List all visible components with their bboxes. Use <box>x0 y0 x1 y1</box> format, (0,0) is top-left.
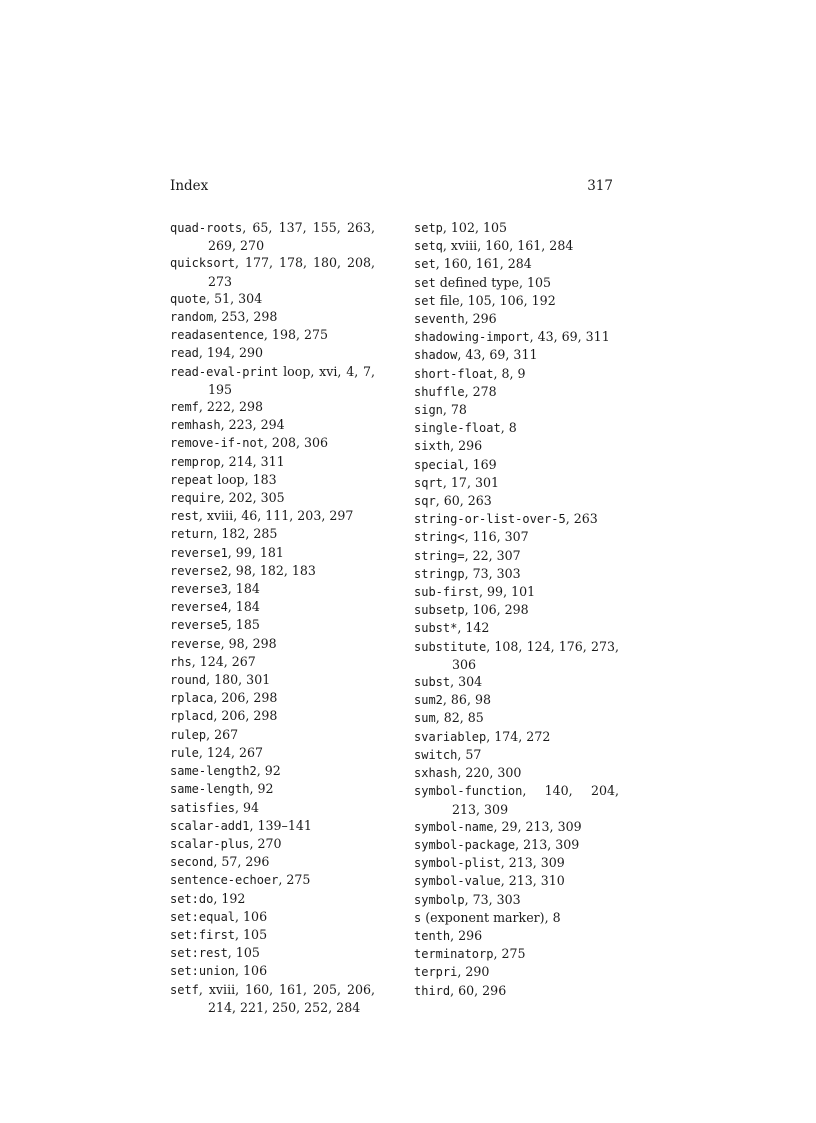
index-page-refs: , 78 <box>442 402 467 418</box>
index-term: shadow <box>414 348 458 363</box>
index-page-refs: , 8 <box>500 420 517 436</box>
index-term: string= <box>414 548 465 563</box>
index-term: reverse <box>170 636 221 651</box>
index-term: rhs <box>170 654 192 669</box>
index-page-refs: , 174, 272 <box>486 728 551 744</box>
index-entry <box>170 416 375 434</box>
index-term: repeat <box>170 472 214 487</box>
index-entry <box>414 673 619 691</box>
index-page-refs: , 182, 285 <box>213 526 278 542</box>
index-page-refs: , 60, 296 <box>450 982 507 998</box>
index-term: terpri <box>414 965 458 980</box>
index-term: read-eval-print <box>170 364 279 379</box>
index-term: sixth <box>414 439 451 454</box>
index-term: set:do <box>170 891 214 906</box>
index-entry <box>414 583 619 601</box>
index-page-refs: , 220, 300 <box>457 765 522 781</box>
index-entry <box>414 510 619 528</box>
index-term: setf <box>170 982 199 997</box>
index-term: satisfies <box>170 800 236 815</box>
index-entry <box>170 744 375 762</box>
index-term: switch <box>414 747 458 762</box>
index-page-refs: , 43, 69, 311 <box>457 347 538 363</box>
index-entry <box>414 601 619 619</box>
index-term: subst* <box>414 621 458 636</box>
index-term: symbolp <box>414 892 465 907</box>
index-page-refs: , 105 <box>235 926 268 942</box>
index-entry <box>414 456 619 474</box>
index-term: reverse2 <box>170 563 228 578</box>
index-entry <box>170 616 375 634</box>
index-entry <box>170 471 375 489</box>
index-entry <box>414 547 619 565</box>
index-term: sentence-echoer <box>170 873 279 888</box>
index-page-refs: , 222, 298 <box>198 399 263 415</box>
index-term: terminatorp <box>414 947 494 962</box>
index-entry <box>170 219 375 254</box>
index-term: quicksort <box>170 256 236 271</box>
index-page-refs: , 296 <box>464 311 497 327</box>
index-page-refs: , 213, 310 <box>500 873 565 889</box>
running-head <box>170 177 613 195</box>
index-entry <box>414 728 619 746</box>
index-page-refs: , 198, 275 <box>263 327 329 343</box>
section-title: Index <box>170 178 209 194</box>
index-page-refs: , 206, 298 <box>213 708 278 724</box>
index-entry <box>170 762 375 780</box>
index-entry <box>414 963 619 981</box>
index-term: sub-first <box>414 585 480 600</box>
index-page-refs: , 304 <box>450 674 483 690</box>
index-page-refs: , 17, 301 <box>442 474 499 490</box>
index-term: second <box>170 855 214 870</box>
index-page-refs: , 57 <box>457 746 482 762</box>
index-entry <box>414 746 619 764</box>
index-entry <box>170 580 375 598</box>
index-entry <box>170 363 375 398</box>
index-page-refs: , 106 <box>235 963 268 979</box>
index-term: reverse5 <box>170 618 228 633</box>
index-term: rplaca <box>170 691 214 706</box>
index-page-refs: , 202, 305 <box>220 490 285 506</box>
index-entry <box>414 764 619 782</box>
index-page-refs: , 142 <box>457 620 490 636</box>
index-page-refs: , 108, 124, 176, 273, 306 <box>452 638 619 672</box>
index-entry <box>414 691 619 709</box>
index-entry <box>170 434 375 452</box>
index-entry <box>414 945 619 963</box>
index-term: third <box>414 983 451 998</box>
index-term: symbol-name <box>414 819 494 834</box>
index-page-refs: , 105 <box>227 945 260 961</box>
index-term: symbol-value <box>414 874 501 889</box>
index-entry <box>170 308 375 326</box>
index-entry <box>170 453 375 471</box>
index-term: setp <box>414 221 443 235</box>
index-term: readasentence <box>170 328 264 343</box>
index-page-refs: , 296 <box>450 927 483 943</box>
index-entry <box>170 489 375 507</box>
index-entry <box>414 709 619 727</box>
index-page-refs: , 43, 69, 311 <box>529 329 610 345</box>
index-page-refs: , xviii, 160, 161, 284 <box>442 238 574 254</box>
index-term: sign <box>414 403 443 418</box>
index-entry <box>414 474 619 492</box>
index-entry <box>170 981 375 1016</box>
index-term: reverse4 <box>170 600 228 615</box>
index-term: round <box>170 673 207 688</box>
index-page-refs: , 213, 309 <box>515 836 580 852</box>
index-column-left <box>170 219 375 1016</box>
index-entry <box>414 274 619 292</box>
index-term: remove-if-not <box>170 436 264 451</box>
index-term: rule <box>170 745 199 760</box>
index-entry <box>414 909 619 927</box>
index-term: scalar-add1 <box>170 818 250 833</box>
index-page-refs: , 99, 101 <box>479 584 536 600</box>
index-page-refs: , 106, 298 <box>464 602 529 618</box>
index-term: seventh <box>414 312 465 327</box>
index-page-refs: , 8 <box>544 909 561 925</box>
index-term: rplacd <box>170 709 214 724</box>
index-term: random <box>170 310 214 325</box>
index-page-refs: , 92 <box>249 781 274 797</box>
index-term: scalar-plus <box>170 836 250 851</box>
index-term: s <box>414 910 422 925</box>
index-page-refs: , 185 <box>227 617 260 633</box>
index-entry <box>414 237 619 255</box>
index-entry <box>414 255 619 273</box>
index-page-refs: , 73, 303 <box>464 565 521 581</box>
index-entry <box>170 908 375 926</box>
index-page-refs: , 124, 267 <box>198 744 263 760</box>
index-term: require <box>170 491 221 506</box>
index-entry <box>170 890 375 908</box>
index-entry <box>170 598 375 616</box>
index-entry <box>414 401 619 419</box>
index-page-refs: , 214, 311 <box>220 453 285 469</box>
index-term: subsetp <box>414 603 465 618</box>
index-entry <box>170 290 375 308</box>
index-term: single-float <box>414 421 501 436</box>
index-term: shadowing-import <box>414 330 530 345</box>
index-entry <box>170 780 375 798</box>
index-term: string-or-list-over-5 <box>414 512 566 527</box>
index-page-refs: , 105 <box>518 274 551 290</box>
index-entry <box>170 926 375 944</box>
index-entry <box>414 854 619 872</box>
index-term: quad-roots <box>170 221 243 235</box>
index-page-refs: , xviii, 160, 161, 205, 206, 214, 221, 250, 252, 284 <box>198 981 375 1015</box>
index-entry <box>170 525 375 543</box>
index-term: read <box>170 346 199 361</box>
index-term: rulep <box>170 727 207 742</box>
index-term: tenth <box>414 928 451 943</box>
index-page-refs: , 275 <box>278 872 311 888</box>
index-page-refs: , 60, 263 <box>435 493 492 509</box>
index-term: sxhash <box>414 766 458 781</box>
index-entry <box>170 835 375 853</box>
index-entry <box>414 328 619 346</box>
index-entry <box>170 944 375 962</box>
index-entry <box>414 437 619 455</box>
index-page-refs: , 86, 98 <box>442 692 491 708</box>
index-entry <box>414 891 619 909</box>
index-entry <box>414 927 619 945</box>
index-entry <box>414 836 619 854</box>
index-page-refs: , 184 <box>227 599 260 615</box>
index-term: remhash <box>170 418 221 433</box>
index-term: short-float <box>414 366 494 381</box>
index-term: sqrt <box>414 475 443 490</box>
index-entry <box>414 782 619 817</box>
index-entry <box>170 344 375 362</box>
index-page-refs: , 57, 296 <box>213 854 270 870</box>
index-entry <box>414 528 619 546</box>
index-entry <box>170 726 375 744</box>
index-term: reverse3 <box>170 582 228 597</box>
index-entry <box>170 326 375 344</box>
index-term: set <box>414 275 436 290</box>
index-page-refs: , 82, 85 <box>435 710 484 726</box>
index-term: sum2 <box>414 693 443 708</box>
index-entry <box>170 507 375 525</box>
index-term: reverse1 <box>170 545 228 560</box>
index-entry <box>414 565 619 583</box>
index-entry <box>170 671 375 689</box>
index-page-refs: , 65, 137, 155, 263, 269, 270 <box>208 220 375 254</box>
index-page-refs: , 296 <box>450 438 483 454</box>
index-term: return <box>170 527 214 542</box>
index-page-refs: , xviii, 46, 111, 203, 297 <box>198 508 354 524</box>
index-term: stringp <box>414 566 465 581</box>
index-term: quote <box>170 291 207 306</box>
index-column-right <box>414 219 619 1000</box>
index-entry <box>170 653 375 671</box>
index-page-refs: , 290 <box>457 964 490 980</box>
index-entry <box>170 871 375 889</box>
index-term: set:equal <box>170 909 236 924</box>
index-page-refs: , 116, 307 <box>464 529 529 545</box>
index-term: special <box>414 457 465 472</box>
index-term: set:first <box>170 927 236 942</box>
index-term: same-length <box>170 782 250 797</box>
index-page-refs: , 192 <box>213 890 246 906</box>
index-entry <box>414 365 619 383</box>
index-entry <box>170 799 375 817</box>
index-page-refs: , 92 <box>256 763 281 779</box>
index-entry <box>414 818 619 836</box>
index-page-refs: , 194, 290 <box>198 345 263 361</box>
index-term: rest <box>170 509 199 524</box>
index-entry <box>414 346 619 364</box>
index-page-refs: , 270 <box>249 835 282 851</box>
index-page-refs: , 124, 267 <box>191 653 256 669</box>
page-number: 317 <box>587 178 613 194</box>
index-page-refs: , 278 <box>464 383 497 399</box>
index-entry <box>414 419 619 437</box>
index-entry <box>414 383 619 401</box>
index-term-description: (exponent marker) <box>421 909 545 925</box>
index-page-refs: , 177, 178, 180, 208, 273 <box>208 255 375 289</box>
index-term: setq <box>414 239 443 254</box>
index-page-refs: , 51, 304 <box>206 290 263 306</box>
index-term: same-length2 <box>170 764 257 779</box>
index-term: string< <box>414 530 465 545</box>
index-term: symbol-plist <box>414 856 501 871</box>
index-page-refs: , 206, 298 <box>213 690 278 706</box>
index-page-refs: , 106 <box>235 908 268 924</box>
index-page-refs: , 105, 106, 192 <box>459 292 556 308</box>
index-page-refs: , 140, 204, 213, 309 <box>452 783 619 817</box>
index-term: symbol-function <box>414 784 523 799</box>
index-term: sum <box>414 711 436 726</box>
index-entry <box>414 492 619 510</box>
index-entry <box>170 544 375 562</box>
index-page-refs: , 29, 213, 309 <box>493 818 582 834</box>
index-page-refs: , 139–141 <box>249 817 312 833</box>
index-page-refs: , 213, 309 <box>500 855 565 871</box>
index-page-refs: , 8, 9 <box>493 365 526 381</box>
index-entry <box>414 638 619 673</box>
index-term: set:union <box>170 964 236 979</box>
index-term: set <box>414 293 436 308</box>
index-page-refs: , 275 <box>493 946 526 962</box>
index-term-description: loop <box>278 363 311 379</box>
index-term: remprop <box>170 454 221 469</box>
index-entry <box>414 982 619 1000</box>
index-term: sqr <box>414 494 436 509</box>
index-term-description: loop <box>213 471 245 487</box>
index-entry <box>170 254 375 289</box>
index-entry <box>414 872 619 890</box>
index-entry <box>170 707 375 725</box>
index-page-refs: , 223, 294 <box>220 417 285 433</box>
index-page-refs: , xvi, 4, 7, 195 <box>208 363 375 397</box>
index-entry <box>170 689 375 707</box>
index-term: symbol-package <box>414 837 516 852</box>
index-page-refs: , 73, 303 <box>464 891 521 907</box>
index-entry <box>170 635 375 653</box>
index-page-refs: , 102, 105 <box>442 220 507 235</box>
index-entry <box>414 619 619 637</box>
index-page-refs: , 99, 181 <box>227 544 284 560</box>
index-page-refs: , 94 <box>235 799 260 815</box>
index-page-refs: , 208, 306 <box>263 435 329 451</box>
index-entry <box>170 853 375 871</box>
index-entry <box>170 817 375 835</box>
index-page-refs: , 263 <box>565 511 598 527</box>
index-term: set:rest <box>170 946 228 961</box>
index-entry <box>414 310 619 328</box>
index-term-description: defined type <box>435 274 519 290</box>
index-page-refs: , 180, 301 <box>206 672 271 688</box>
index-page-refs: , 184 <box>227 581 260 597</box>
index-page-refs: , 98, 182, 183 <box>227 562 316 578</box>
index-page-refs: , 267 <box>206 726 239 742</box>
index-term: substitute <box>414 639 487 654</box>
index-entry <box>170 398 375 416</box>
index-entry <box>414 219 619 237</box>
index-page-refs: , 183 <box>244 471 277 487</box>
index-page-refs: , 169 <box>464 456 497 472</box>
index-term-description: file <box>435 292 460 308</box>
index-entry <box>414 292 619 310</box>
index-term: svariablep <box>414 729 487 744</box>
index-term: remf <box>170 400 199 415</box>
index-entry <box>170 962 375 980</box>
index-page-refs: , 253, 298 <box>213 309 278 325</box>
index-page-refs: , 22, 307 <box>464 547 521 563</box>
index-page-refs: , 98, 298 <box>220 635 277 651</box>
index-page-refs: , 160, 161, 284 <box>435 256 532 272</box>
index-term: shuffle <box>414 384 465 399</box>
index-term: set <box>414 257 436 272</box>
index-entry <box>170 562 375 580</box>
index-term: subst <box>414 675 451 690</box>
